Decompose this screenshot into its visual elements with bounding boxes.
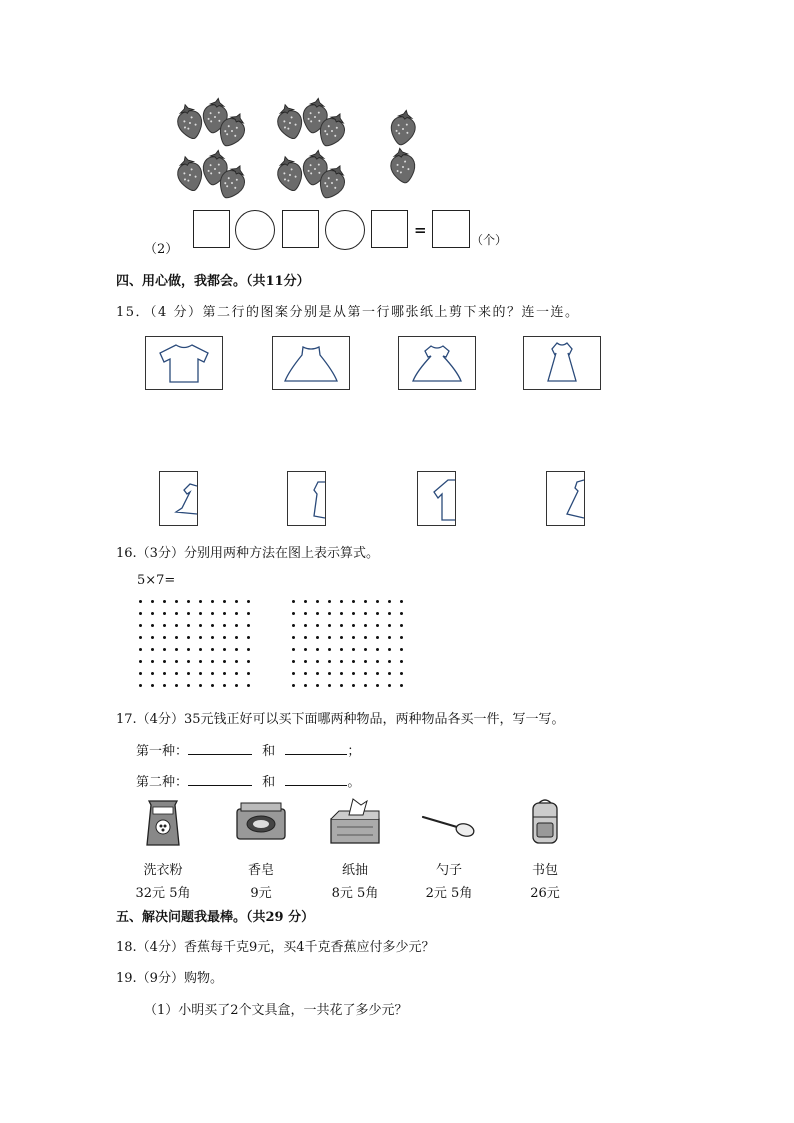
- dress-icon: [273, 337, 349, 389]
- grid-dot: [187, 660, 190, 663]
- answer-box-2[interactable]: [282, 210, 319, 248]
- grid-dot: [400, 600, 403, 603]
- grid-dot: [199, 624, 202, 627]
- section-5-title: 五、解决问题我最棒。（共29 分）: [116, 910, 315, 925]
- grid-dot: [187, 636, 190, 639]
- grid-dot: [352, 624, 355, 627]
- grid-dot: [316, 660, 319, 663]
- grid-dot: [364, 672, 367, 675]
- operator-circle-2[interactable]: [325, 210, 365, 250]
- grid-dot: [223, 636, 226, 639]
- grid-dot: [187, 600, 190, 603]
- grid-dot: [163, 684, 166, 687]
- grid-dot: [151, 684, 154, 687]
- grid-dot: [304, 612, 307, 615]
- strawberry-single-2: [388, 146, 417, 185]
- question-18-text: 18.（4分）香蕉每千克9元，买4千克香蕉应付多少元？: [116, 940, 435, 955]
- grid-dot: [400, 684, 403, 687]
- dot-grid-left[interactable]: [139, 600, 250, 687]
- grid-dot: [364, 684, 367, 687]
- grid-dot: [364, 636, 367, 639]
- strawberry-group-3: [174, 148, 251, 200]
- grid-dot: [175, 612, 178, 615]
- grid-dot: [199, 636, 202, 639]
- grid-dot: [235, 624, 238, 627]
- grid-dot: [223, 624, 226, 627]
- item-price: 9元: [250, 886, 272, 901]
- grid-dot: [376, 660, 379, 663]
- grid-dot: [340, 672, 343, 675]
- grid-dot: [163, 624, 166, 627]
- item-name: 勺子: [435, 863, 462, 878]
- grid-dot: [199, 612, 202, 615]
- grid-dot: [235, 636, 238, 639]
- grid-dot: [388, 684, 391, 687]
- grid-dot: [247, 600, 250, 603]
- cut-piece-4[interactable]: [546, 471, 585, 526]
- item-detergent: [123, 797, 203, 901]
- grid-dot: [304, 660, 307, 663]
- item-backpack: [505, 797, 585, 901]
- item-price: 2元 5角: [425, 886, 473, 901]
- dress-icon: [524, 337, 600, 389]
- grid-dot: [163, 600, 166, 603]
- grid-dot: [139, 600, 142, 603]
- and-label: 和: [262, 775, 276, 790]
- grid-dot: [223, 648, 226, 651]
- answer-blank-1a[interactable]: [188, 742, 252, 755]
- paper-card-skirt-dress[interactable]: [272, 336, 350, 390]
- grid-dot: [139, 624, 142, 627]
- grid-dot: [376, 600, 379, 603]
- grid-dot: [364, 612, 367, 615]
- item-name: 纸抽: [341, 863, 368, 878]
- grid-dot: [211, 684, 214, 687]
- paper-card-shirt[interactable]: [145, 336, 223, 390]
- grid-dot: [139, 672, 142, 675]
- grid-dot: [292, 600, 295, 603]
- grid-dot: [139, 648, 142, 651]
- grid-dot: [352, 648, 355, 651]
- operator-circle-1[interactable]: [235, 210, 275, 250]
- grid-dot: [247, 648, 250, 651]
- grid-dot: [175, 636, 178, 639]
- cut-piece-2[interactable]: [287, 471, 326, 526]
- grid-dot: [292, 660, 295, 663]
- grid-dot: [304, 648, 307, 651]
- grid-dot: [235, 672, 238, 675]
- answer-line-1: [136, 740, 360, 759]
- answer-blank-1b[interactable]: [285, 742, 347, 755]
- grid-dot: [364, 648, 367, 651]
- grid-dot: [235, 600, 238, 603]
- grid-dot: [388, 672, 391, 675]
- grid-dot: [304, 684, 307, 687]
- grid-dot: [364, 660, 367, 663]
- grid-dot: [151, 624, 154, 627]
- grid-dot: [223, 660, 226, 663]
- grid-dot: [151, 612, 154, 615]
- grid-dot: [316, 636, 319, 639]
- paper-card-sleeve-dress[interactable]: [398, 336, 476, 390]
- grid-dot: [328, 684, 331, 687]
- grid-dot: [352, 612, 355, 615]
- grid-dot: [139, 684, 142, 687]
- grid-dot: [187, 624, 190, 627]
- line-end-punct: 。: [347, 775, 361, 790]
- grid-dot: [223, 600, 226, 603]
- grid-dot: [388, 612, 391, 615]
- grid-dot: [316, 624, 319, 627]
- question-16-text: 16.（3分）分别用两种方法在图上表示算式。: [116, 546, 379, 561]
- grid-dot: [292, 672, 295, 675]
- grid-dot: [400, 672, 403, 675]
- grid-dot: [400, 636, 403, 639]
- grid-dot: [163, 672, 166, 675]
- spoon-icon: [419, 797, 479, 849]
- grid-dot: [304, 636, 307, 639]
- grid-dot: [247, 672, 250, 675]
- item-name: 洗衣粉: [143, 863, 183, 878]
- grid-dot: [175, 600, 178, 603]
- item-price: 26元: [530, 886, 560, 901]
- grid-dot: [211, 600, 214, 603]
- grid-dot: [211, 636, 214, 639]
- shirt-icon: [146, 337, 222, 389]
- grid-dot: [328, 612, 331, 615]
- cut-piece-1[interactable]: [159, 471, 198, 526]
- grid-dot: [235, 648, 238, 651]
- grid-dot: [328, 636, 331, 639]
- grid-dot: [199, 648, 202, 651]
- grid-dot: [340, 648, 343, 651]
- grid-dot: [163, 636, 166, 639]
- grid-dot: [388, 648, 391, 651]
- grid-dot: [316, 648, 319, 651]
- tissue-box-icon: [327, 797, 383, 849]
- grid-dot: [292, 648, 295, 651]
- grid-dot: [139, 612, 142, 615]
- grid-dot: [151, 660, 154, 663]
- grid-dot: [247, 636, 250, 639]
- grid-dot: [139, 636, 142, 639]
- grid-dot: [352, 660, 355, 663]
- grid-dot: [175, 660, 178, 663]
- grid-dot: [328, 672, 331, 675]
- grid-dot: [316, 672, 319, 675]
- grid-dot: [223, 612, 226, 615]
- grid-dot: [352, 684, 355, 687]
- grid-dot: [187, 684, 190, 687]
- grid-dot: [247, 684, 250, 687]
- grid-dot: [328, 648, 331, 651]
- grid-dot: [175, 624, 178, 627]
- detergent-bag-icon: [141, 797, 185, 849]
- grid-dot: [400, 612, 403, 615]
- grid-dot: [247, 612, 250, 615]
- question-17-text: 17.（4分）35元钱正好可以买下面哪两种物品，两种物品各买一件，写一写。: [116, 712, 565, 727]
- line-end-punct: ；: [347, 744, 361, 759]
- grid-dot: [247, 660, 250, 663]
- grid-dot: [328, 600, 331, 603]
- answer-line-2: [136, 771, 360, 790]
- item-price: 8元 5角: [331, 886, 379, 901]
- item-spoon: [409, 797, 489, 901]
- answer-box-1[interactable]: [193, 210, 230, 248]
- grid-dot: [340, 624, 343, 627]
- grid-dot: [211, 624, 214, 627]
- grid-dot: [211, 612, 214, 615]
- grid-dot: [163, 660, 166, 663]
- grid-dot: [175, 684, 178, 687]
- grid-dot: [151, 636, 154, 639]
- grid-dot: [151, 672, 154, 675]
- grid-dot: [316, 600, 319, 603]
- grid-dot: [187, 648, 190, 651]
- grid-dot: [235, 684, 238, 687]
- grid-dot: [139, 660, 142, 663]
- grid-dot: [376, 636, 379, 639]
- grid-dot: [340, 660, 343, 663]
- grid-dot: [199, 684, 202, 687]
- cut-piece-3[interactable]: [417, 471, 456, 526]
- strawberry-single-1: [389, 108, 418, 147]
- equals-sign: =: [414, 221, 427, 239]
- grid-dot: [292, 612, 295, 615]
- grid-dot: [163, 612, 166, 615]
- dot-grid-right[interactable]: [292, 600, 403, 687]
- strawberry-group-1: [174, 96, 251, 150]
- grid-dot: [175, 648, 178, 651]
- grid-dot: [292, 684, 295, 687]
- question-15-text: 15．（4 分）第二行的图案分别是从第一行哪张纸上剪下来的？连一连。: [116, 305, 580, 320]
- and-label: 和: [262, 744, 276, 759]
- grid-dot: [151, 648, 154, 651]
- grid-dot: [211, 660, 214, 663]
- grid-dot: [388, 660, 391, 663]
- answer-blank-2b[interactable]: [285, 773, 347, 786]
- grid-dot: [247, 624, 250, 627]
- grid-dot: [235, 612, 238, 615]
- grid-dot: [340, 636, 343, 639]
- grid-dot: [199, 600, 202, 603]
- strawberry-group-2: [274, 96, 351, 150]
- dress-icon: [399, 337, 475, 389]
- soap-icon: [233, 797, 289, 849]
- unit-label: （个）: [471, 233, 508, 247]
- grid-dot: [352, 636, 355, 639]
- item-tissue: [315, 797, 395, 901]
- grid-dot: [235, 660, 238, 663]
- grid-dot: [388, 624, 391, 627]
- answer-box-3[interactable]: [371, 210, 408, 248]
- grid-dot: [316, 612, 319, 615]
- grid-dot: [151, 600, 154, 603]
- grid-dot: [199, 660, 202, 663]
- grid-dot: [400, 648, 403, 651]
- section-4-title: 四、用心做，我都会。（共11分）: [116, 274, 310, 289]
- grid-dot: [328, 660, 331, 663]
- grid-dot: [388, 636, 391, 639]
- grid-dot: [223, 672, 226, 675]
- grid-dot: [292, 636, 295, 639]
- grid-dot: [304, 672, 307, 675]
- strawberry-groups: [170, 95, 440, 200]
- sub-question-label: （2）: [144, 242, 179, 257]
- grid-dot: [304, 600, 307, 603]
- grid-dot: [340, 612, 343, 615]
- question-19-text: 19.（9分）购物。: [116, 971, 223, 986]
- backpack-icon: [523, 797, 567, 849]
- grid-dot: [175, 672, 178, 675]
- grid-dot: [376, 612, 379, 615]
- grid-dot: [340, 684, 343, 687]
- grid-dot: [352, 600, 355, 603]
- grid-dot: [400, 660, 403, 663]
- grid-dot: [376, 684, 379, 687]
- result-box[interactable]: [432, 210, 470, 248]
- grid-dot: [187, 612, 190, 615]
- answer-blank-2a[interactable]: [188, 773, 252, 786]
- answer-line-2-label: 第二种：: [136, 775, 189, 790]
- strawberry-group-4: [274, 148, 351, 200]
- grid-dot: [400, 624, 403, 627]
- grid-dot: [340, 600, 343, 603]
- paper-card-long-dress[interactable]: [523, 336, 601, 390]
- question-19-sub-1: （1）小明买了2个文具盒，一共花了多少元？: [144, 1003, 408, 1018]
- grid-dot: [292, 624, 295, 627]
- grid-dot: [199, 672, 202, 675]
- grid-dot: [211, 648, 214, 651]
- grid-dot: [211, 672, 214, 675]
- grid-dot: [388, 600, 391, 603]
- item-name: 香皂: [247, 863, 274, 878]
- formula-text: 5×7=: [137, 573, 176, 588]
- item-price: 32元 5角: [135, 886, 191, 901]
- item-soap: [221, 797, 301, 901]
- grid-dot: [304, 624, 307, 627]
- grid-dot: [376, 648, 379, 651]
- grid-dot: [376, 624, 379, 627]
- grid-dot: [376, 672, 379, 675]
- grid-dot: [364, 624, 367, 627]
- grid-dot: [187, 672, 190, 675]
- grid-dot: [163, 648, 166, 651]
- grid-dot: [316, 684, 319, 687]
- item-name: 书包: [531, 863, 558, 878]
- grid-dot: [223, 684, 226, 687]
- grid-dot: [364, 600, 367, 603]
- answer-line-1-label: 第一种：: [136, 744, 189, 759]
- grid-dot: [352, 672, 355, 675]
- grid-dot: [328, 624, 331, 627]
